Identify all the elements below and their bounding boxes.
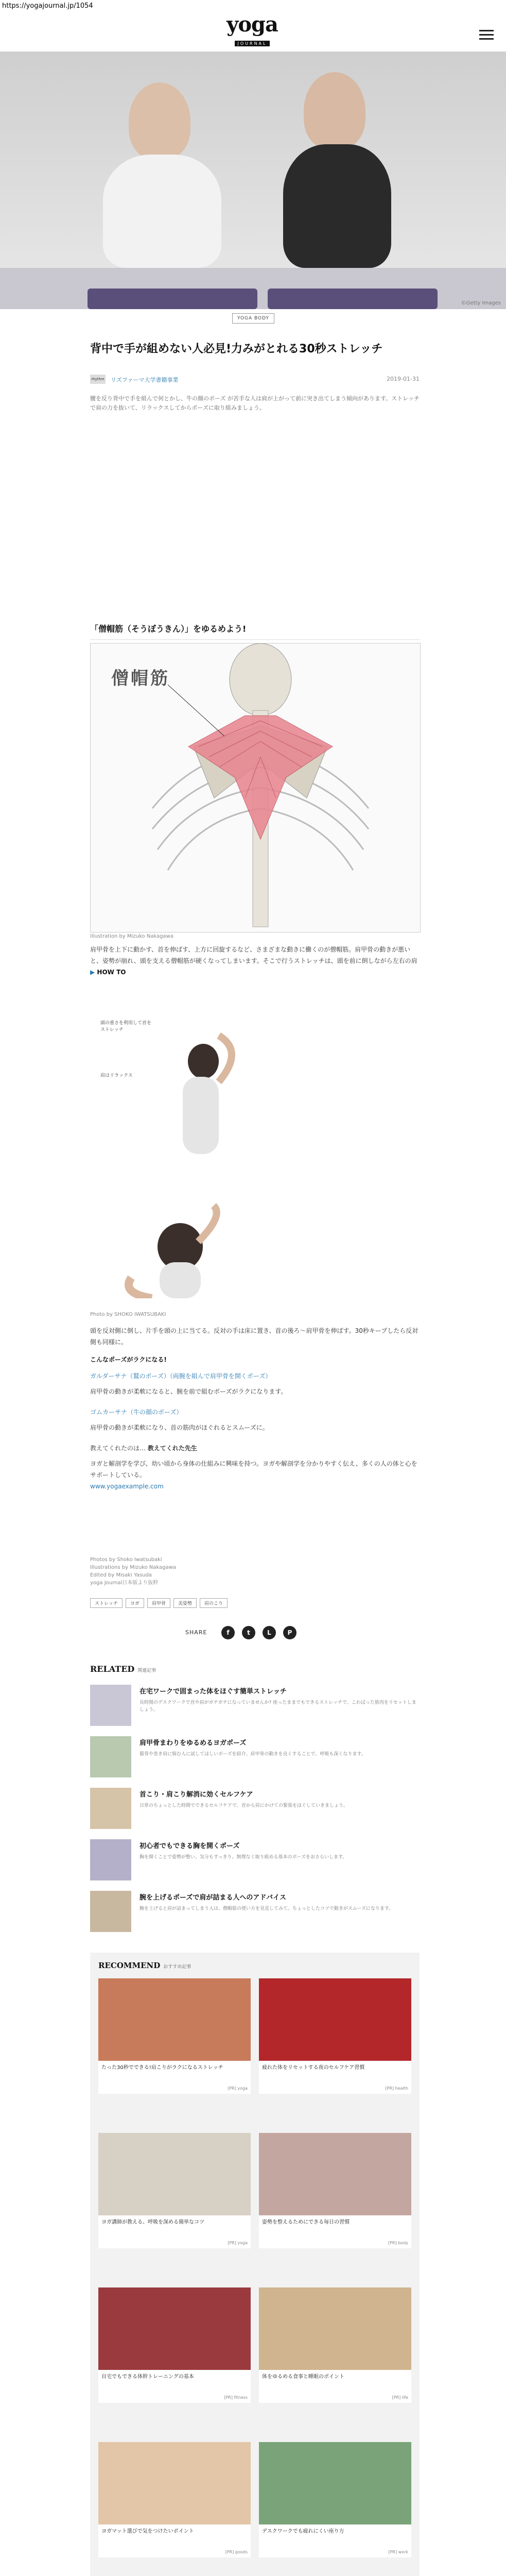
pose-link-row-1 <box>90 1370 420 1382</box>
recommend-section <box>90 1953 420 2576</box>
recommend-title: ヨガ講師が教える、呼吸を深める簡単なコツ <box>101 2219 204 2225</box>
related-item[interactable] <box>90 1839 420 1891</box>
tag-list <box>90 1597 420 1609</box>
recommend-subtitle: おすすめ記事 <box>163 1964 191 1970</box>
share-row <box>185 1623 329 1643</box>
site-header <box>0 12 506 52</box>
related-item-title: 在宅ワークで固まった体をほぐす簡単ストレッチ <box>139 1688 287 1696</box>
recommend-source: [PR] health <box>385 2086 408 2091</box>
logo-main: yoga <box>226 12 278 37</box>
line-share-icon[interactable]: L <box>263 1626 276 1639</box>
tag-item[interactable]: ストレッチ <box>90 1598 123 1608</box>
tag-item[interactable]: 肩のこり <box>200 1598 228 1608</box>
related-item-desc: 胸を開くことで姿勢が整い、気分もすっきり。無理なく取り組める基本のポーズをおさらいします。 <box>139 1855 347 1860</box>
recommend-source: [PR] fitness <box>224 2395 248 2400</box>
hero-credit: ©Getty Images <box>461 300 501 306</box>
article-title: 背中で手が組めない人必見!力みがとれる30秒ストレッチ <box>90 343 383 355</box>
recommend-card[interactable] <box>98 2442 251 2557</box>
recommend-source: [PR] life <box>392 2395 408 2400</box>
recommend-card[interactable] <box>98 1978 251 2094</box>
publish-date: 2019-01-31 <box>387 376 420 382</box>
author-row <box>90 374 420 386</box>
teacher-row <box>90 1443 420 1454</box>
pinterest-share-icon[interactable]: P <box>283 1626 296 1639</box>
recommend-heading <box>98 1961 191 1970</box>
recommend-source: [PR] yoga <box>228 2241 248 2245</box>
recommend-image <box>259 2442 411 2524</box>
paragraph-1: 肩甲骨を上下に動かす、首を伸ばす、上方に回旋するなど、さまざまな動きに働くのが僧帽筋。肩甲骨の動きが悪いと、姿勢が崩れ、頭を支える僧帽筋が硬くなってしまいます。そこで行うストレッチは、頭を前に倒しながら左右の肩 <box>90 946 417 964</box>
hero-image <box>0 52 506 309</box>
related-item-title: 首こり・肩こり解消に効くセルフケア <box>139 1791 253 1799</box>
pose-link-1[interactable]: ガルダーサナ（鷲のポーズ） <box>90 1372 170 1380</box>
recommend-title: 自宅でもできる体幹トレーニングの基本 <box>101 2374 194 2380</box>
recommend-title: 姿勢を整えるためにできる毎日の習慣 <box>262 2219 350 2225</box>
facebook-share-icon[interactable]: f <box>221 1626 235 1639</box>
related-heading <box>90 1664 420 1674</box>
recommend-source: [PR] goods <box>225 2550 248 2554</box>
howto-text: 頭を反対側に倒し、片手を頭の上に当てる。反対の手は床に置き、首の後ろ〜肩甲骨を伸ばす。30秒キープしたら反対側も同様に。 <box>90 1327 418 1346</box>
author-link[interactable]: リズファーマ大学書籍事業 <box>111 377 179 383</box>
related-item-title: 腕を上げるポーズで肩が詰まる人へのアドバイス <box>139 1894 286 1902</box>
logo-sub: JOURNAL <box>235 41 270 46</box>
pose-link-row-2 <box>90 1406 420 1418</box>
related-item-desc: 猫背や巻き肩に悩む人に試してほしいポーズを紹介。肩甲骨の動きを良くすることで、呼吸も深くなります。 <box>139 1752 366 1757</box>
recommend-card[interactable] <box>259 2287 411 2403</box>
related-thumbnail <box>90 1839 131 1880</box>
related-item-title: 肩甲骨まわりをゆるめるヨガポーズ <box>139 1739 247 1747</box>
site-logo[interactable] <box>221 12 283 47</box>
recommend-image <box>259 2287 411 2370</box>
benefit-heading: こんなポーズがラクになる! <box>90 1356 167 1363</box>
related-thumbnail <box>90 1788 131 1829</box>
recommend-card[interactable] <box>259 2442 411 2557</box>
recommend-source: [PR] work <box>388 2550 408 2554</box>
recommend-title: RECOMMEND <box>98 1961 161 1970</box>
recommend-image <box>259 2133 411 2215</box>
recommend-card[interactable] <box>259 1978 411 2094</box>
tag-item[interactable]: ヨガ <box>126 1598 144 1608</box>
pose-photo <box>90 989 255 1309</box>
address-bar[interactable]: https://yogajournal.jp/1054 <box>2 2 93 10</box>
related-thumbnail <box>90 1685 131 1726</box>
paragraph-3: 肩甲骨の動きが柔軟になり、首の筋肉がほぐれるとスムーズに。 <box>90 1424 269 1431</box>
related-subtitle: 関連記事 <box>137 1668 156 1673</box>
related-item-desc: 長時間のデスクワークで首や肩がガチガチになっていませんか? 座ったままでもできるストレッチで、こわばった筋肉をリセットしましょう。 <box>139 1700 416 1713</box>
recommend-image <box>259 1978 411 2061</box>
pose-link-1-suffix[interactable]: （両腕を組んで肩甲骨を開くポーズ） <box>169 1372 272 1380</box>
recommend-title: たった30秒でできる!肩こりがラクになるストレッチ <box>101 2065 223 2071</box>
recommend-source: [PR] body <box>388 2241 408 2245</box>
related-thumbnail <box>90 1891 131 1932</box>
tag-item[interactable]: 美姿勢 <box>173 1598 197 1608</box>
recommend-source: [PR] yoga <box>228 2086 248 2091</box>
recommend-title: ヨガマット選びで気をつけたいポイント <box>101 2529 194 2534</box>
recommend-card[interactable] <box>98 2287 251 2403</box>
recommend-title: デスクワークでも疲れにくい座り方 <box>262 2529 344 2534</box>
howto-label: HOW TO <box>97 969 126 976</box>
anatomy-illustration <box>90 643 421 933</box>
teacher-bio: ヨガと解剖学を学び、幼い頃から身体の仕組みに興味を持つ。ヨガや解剖学を分かりやすく伝え、多くの人の体と心をサポートしている。 <box>90 1460 417 1479</box>
category-tag[interactable]: YOGA BODY <box>232 313 274 324</box>
related-item[interactable] <box>90 1736 420 1788</box>
article-lead: 腰を反り背中で手を組んで何とかし、牛の顔のポーズ が苦手な人は肩が上がって前に突き出てしまう傾向があります。ストレッチで肩の力を抜いて、リラックスしてからポーズに取り組みましょう。 <box>90 395 420 411</box>
tag-item[interactable]: 肩甲骨 <box>147 1598 170 1608</box>
share-label: SHARE <box>185 1629 207 1636</box>
howto-heading <box>90 969 126 976</box>
menu-icon[interactable] <box>479 30 494 40</box>
howto-arrow-icon: ▶ <box>90 969 95 976</box>
recommend-title: 体をゆるめる食事と睡眠のポイント <box>262 2374 344 2380</box>
pose-note-1: 頭の重さを利用して首をストレッチ <box>100 1021 152 1032</box>
photo-credits: Photos by Shoko Iwatsubaki Illustrations by Mizuko Nakagawa Edited by Misaki Yasuda yoga Journal日本版より抜粋 <box>90 1557 177 1586</box>
paragraph-2: 肩甲骨の動きが柔軟になると、腕を前で組むポーズがラクになります。 <box>90 1388 287 1395</box>
recommend-image <box>98 2133 251 2215</box>
pose-note-2: 肩はリラックス <box>100 1073 133 1078</box>
related-item[interactable] <box>90 1891 420 1942</box>
anatomy-label: 僧帽筋 <box>111 668 170 689</box>
pose-caption: Photo by SHOKO IWATSUBAKI <box>90 1312 166 1317</box>
recommend-image <box>98 1978 251 2061</box>
recommend-title: 疲れた体をリセットする夜のセルフケア習慣 <box>262 2065 365 2071</box>
pose-link-2[interactable]: ゴムカーサナ（牛の顔のポーズ） <box>90 1409 183 1416</box>
recommend-image <box>98 2287 251 2370</box>
twitter-share-icon[interactable]: t <box>242 1626 255 1639</box>
related-item[interactable] <box>90 1788 420 1839</box>
recommend-card[interactable] <box>259 2133 411 2248</box>
anatomy-caption: Illustration by Mizuko Nakagawa <box>90 934 173 939</box>
related-title: RELATED <box>90 1664 135 1674</box>
author-logo: rhythm <box>90 375 106 384</box>
teacher-name: 教えてくれた先生 <box>147 1445 197 1452</box>
recommend-image <box>98 2442 251 2524</box>
recommend-card[interactable] <box>98 2133 251 2248</box>
section-heading: 「僧帽筋（そうぼうきん）」をゆるめよう! <box>90 622 420 640</box>
related-thumbnail <box>90 1736 131 1777</box>
related-item-desc: 日常のちょっとした時間でできるセルフケアで、首から肩にかけての緊張をほぐしていきましょう。 <box>139 1803 348 1808</box>
related-item[interactable] <box>90 1685 420 1736</box>
teacher-label: 教えてくれたのは… <box>90 1445 146 1452</box>
teacher-link[interactable]: www.yogaexample.com <box>90 1483 164 1490</box>
related-item-title: 初心者でもできる胸を開くポーズ <box>139 1842 240 1850</box>
related-item-desc: 腕を上げると肩が詰まってしまう人は、僧帽筋の使い方を見直してみて。ちょっとしたコツで動きがスムーズになります。 <box>139 1906 394 1911</box>
